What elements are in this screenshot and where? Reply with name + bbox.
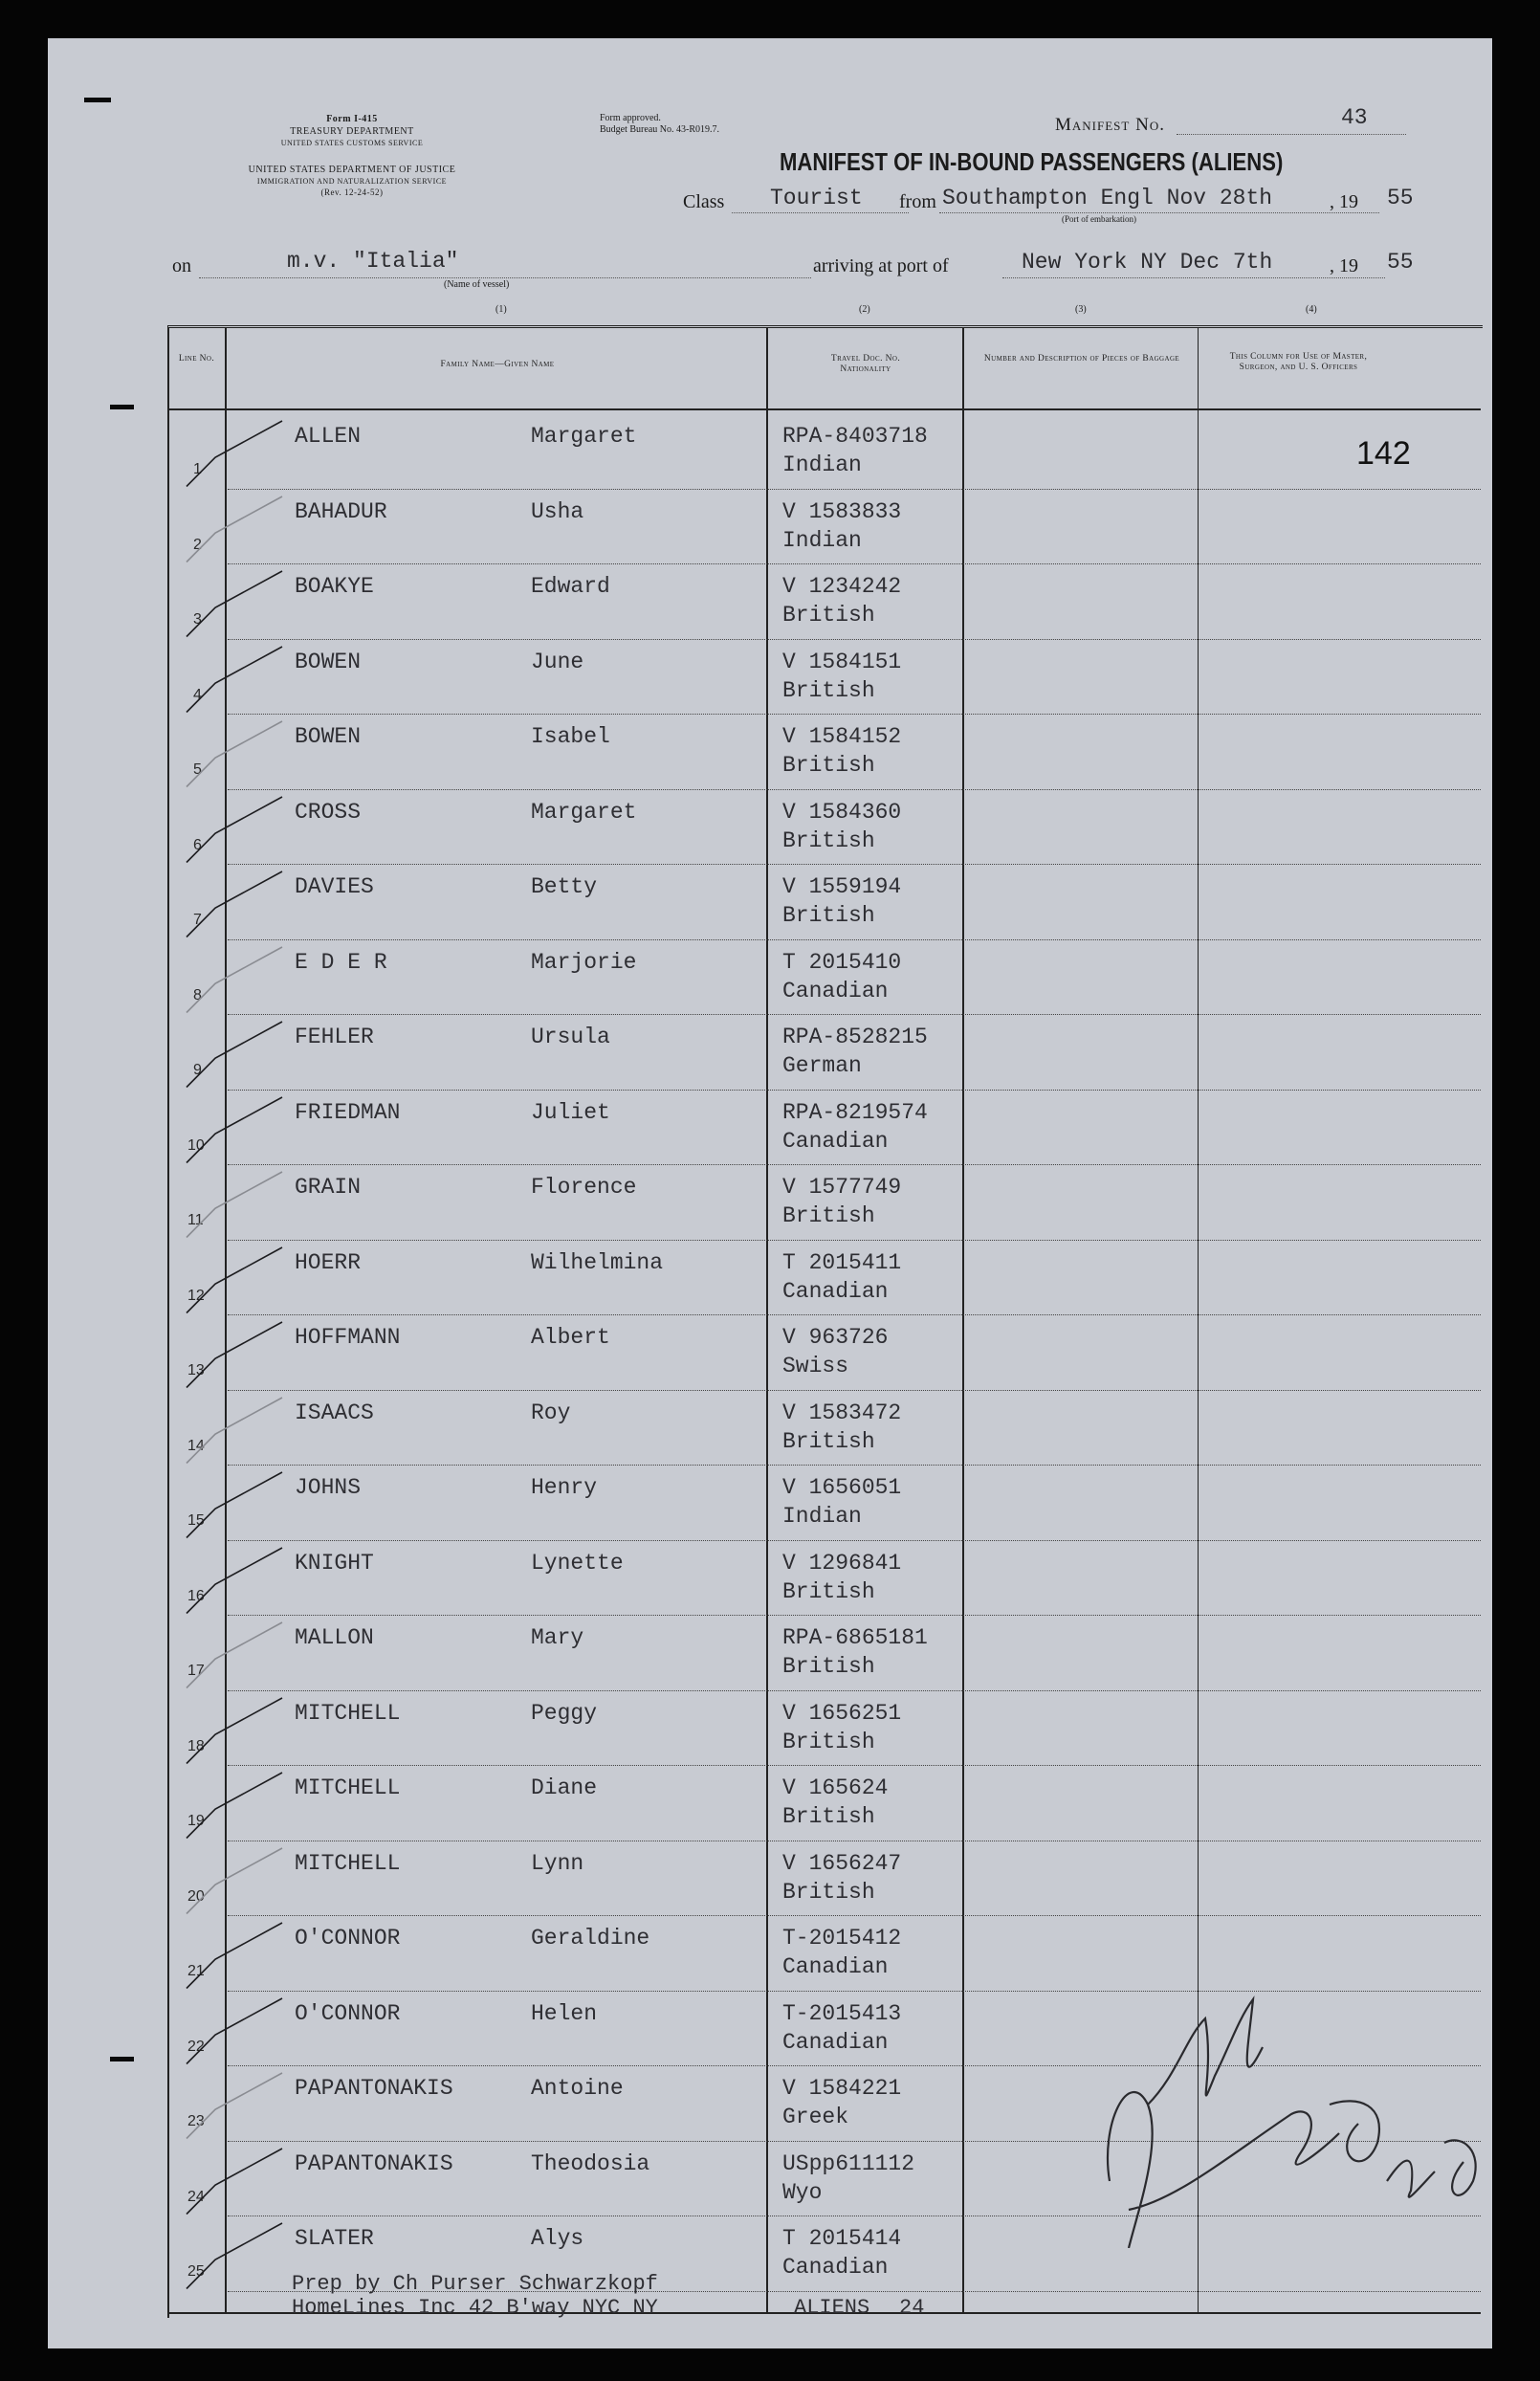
family-name: DAVIES [295,874,374,899]
family-name: FEHLER [295,1025,374,1049]
check-mark [177,1393,330,1468]
table-row [48,1467,1349,1543]
arrival-line [1002,277,1385,278]
family-name: ISAACS [295,1400,374,1425]
table-row [48,1543,1349,1619]
arrival-value: New York NY Dec 7th [1022,250,1273,275]
dept-justice: UNITED STATES DEPARTMENT OF JUSTICE [248,165,456,175]
count-annotation: 142 [1356,435,1411,472]
row-rule [228,1465,1481,1466]
travel-doc-number: RPA-6865181 [782,1625,928,1650]
given-name: Mary [531,1625,584,1650]
travel-doc-number: V 1583472 [782,1400,902,1425]
family-name: MITCHELL [295,1775,401,1800]
on-label: on [172,255,191,276]
given-name: Betty [531,874,598,899]
travel-doc-number: RPA-8219574 [782,1099,928,1125]
arriving-label: arriving at port of [813,255,949,276]
family-name: PAPANTONAKIS [295,2150,453,2176]
nationality: Canadian [782,1278,889,1304]
table-row [48,717,1349,792]
travel-doc-number: T-2015413 [782,2000,902,2026]
header-travel-doc: Travel Doc. No. Nationality [830,354,901,374]
line-number: 4 [193,686,202,703]
line-number: 21 [187,1963,205,1980]
row-rule [228,714,1481,715]
table-row [48,1393,1349,1468]
travel-doc-number: V 1559194 [782,874,902,899]
given-name: Lynn [531,1850,584,1876]
travel-doc-number: T-2015412 [782,1926,902,1951]
footer-aliens-count: 24 [899,2296,925,2320]
nationality: Indian [782,527,862,553]
col-num-4: (4) [1306,304,1317,315]
check-mark [177,1167,330,1243]
nationality: German [782,1053,862,1078]
vessel-name: m.v. "Italia" [287,249,459,274]
travel-doc-number: V 1656251 [782,1700,902,1726]
check-mark [177,566,330,642]
check-mark [177,1918,330,1994]
check-mark [177,1693,330,1769]
line-number: 3 [193,611,202,628]
nationality: Wyo [782,2179,823,2205]
travel-doc-number: RPA-8528215 [782,1025,928,1049]
given-name: Henry [531,1475,598,1500]
year-prefix-2: , 19 [1330,255,1358,276]
check-mark [177,1092,330,1168]
line-number: 13 [187,1362,205,1379]
form-title: MANIFEST OF IN-BOUND PASSENGERS (ALIENS) [780,147,1284,176]
nationality: Canadian [782,2029,889,2055]
row-rule [228,1540,1481,1541]
family-name: MITCHELL [295,1700,401,1726]
manifest-label: Manifest No. [1055,115,1165,135]
family-name: FRIEDMAN [295,1099,401,1125]
check-mark [177,492,330,567]
given-name: Edward [531,574,610,599]
line-number: 15 [187,1512,205,1530]
nationality: British [782,1578,875,1604]
check-mark [177,1467,330,1543]
manifest-no-line [1177,134,1406,135]
family-name: BOAKYE [295,574,374,599]
officer-signature [1071,1961,1492,2248]
margin-mark [110,405,134,409]
footer-aliens-label: ALIENS [794,2296,870,2320]
travel-doc-number: V 1577749 [782,1175,902,1200]
vessel-caption: (Name of vessel) [444,279,510,290]
travel-doc-number: V 165624 [782,1775,889,1800]
form-approved: Form approved. [600,113,661,123]
row-rule [228,1314,1481,1315]
given-name: June [531,649,584,674]
given-name: Alys [531,2226,584,2251]
given-name: Margaret [531,424,637,449]
table-row [48,1693,1349,1769]
check-mark [177,1843,330,1919]
year-prefix-1: , 19 [1330,191,1358,212]
margin-mark [84,98,111,102]
row-rule [228,1090,1481,1091]
given-name: Usha [531,498,584,524]
nationality: Greek [782,2105,849,2129]
given-name: Marjorie [531,949,637,975]
budget-bureau: Budget Bureau No. 43-R019.7. [600,124,719,135]
travel-doc-number: V 1296841 [782,1550,902,1576]
travel-doc-number: V 1584221 [782,2076,902,2101]
nationality: British [782,753,875,778]
travel-doc-number: V 1584152 [782,724,902,749]
line-number: 9 [193,1062,202,1079]
nationality: Swiss [782,1354,849,1378]
col-num-2: (2) [859,304,870,315]
given-name: Roy [531,1400,571,1425]
check-mark [177,642,330,717]
line-number: 22 [187,2038,205,2055]
from-label: from [899,191,936,212]
header-officers: This Column for Use of Master, Surgeon, and U. S. Officers [1229,352,1368,372]
from-line [939,212,1379,213]
travel-doc-number: T 2015411 [782,1249,902,1275]
manifest-sheet [48,38,1492,2348]
row-rule [228,1164,1481,1165]
port-embark-caption: (Port of embarkation) [1062,214,1136,224]
nationality: British [782,1428,875,1454]
check-mark [177,717,330,792]
table-row [48,1017,1349,1092]
line-number: 17 [187,1663,205,1680]
given-name: Peggy [531,1700,598,1726]
nationality: British [782,677,875,703]
year-value-1: 55 [1387,186,1414,210]
line-number: 8 [193,986,202,1003]
row-rule [228,563,1481,564]
line-number: 1 [193,461,202,478]
line-number: 11 [187,1212,204,1229]
family-name: HOFFMANN [295,1325,401,1350]
check-mark [177,2144,330,2219]
given-name: Diane [531,1775,598,1800]
header-name: Family Name—Given Name [440,360,555,369]
travel-doc-number: V 1656247 [782,1850,902,1876]
check-mark [177,2068,330,2144]
given-name: Juliet [531,1099,610,1125]
given-name: Lynette [531,1550,624,1576]
line-number: 18 [187,1737,205,1754]
travel-doc-number: V 1583833 [782,498,902,524]
footer-company-line: HomeLines Inc 42 B'way NYC NY [292,2296,658,2320]
nationality: British [782,1654,875,1679]
family-name: E D E R [295,949,387,975]
line-number: 2 [193,536,202,553]
family-name: BOWEN [295,649,362,674]
family-name: ALLEN [295,424,362,449]
nationality: Indian [782,452,862,477]
row-rule [228,1390,1481,1391]
line-number: 14 [187,1437,205,1454]
travel-doc-number: T 2015410 [782,949,902,975]
manifest-number: 43 [1341,105,1368,130]
line-number: 23 [187,2113,205,2130]
col-num-3: (3) [1075,304,1087,315]
line-number: 19 [187,1813,205,1830]
table-row [48,492,1349,567]
class-label: Class [683,191,725,212]
check-mark [177,792,330,868]
table-row [48,642,1349,717]
check-mark [177,942,330,1018]
from-value: Southampton Engl Nov 28th [942,186,1273,210]
travel-doc-number: V 963726 [782,1325,889,1350]
year-value-2: 55 [1387,250,1414,275]
check-mark [177,416,330,492]
given-name: Florence [531,1175,637,1200]
nationality: Canadian [782,1128,889,1154]
table-row [48,1167,1349,1243]
nationality: Canadian [782,978,889,1003]
given-name: Ursula [531,1025,610,1049]
table-row [48,1768,1349,1843]
row-rule [228,1615,1481,1616]
given-name: Albert [531,1325,610,1350]
footer-prep-line: Prep by Ch Purser Schwarzkopf [292,2272,658,2296]
line-number: 7 [193,912,202,929]
row-rule [228,1690,1481,1691]
dept-treasury-sub: UNITED STATES CUSTOMS SERVICE [280,139,424,147]
check-mark [177,1768,330,1843]
travel-doc-number: V 1584151 [782,649,902,674]
line-number: 20 [187,1887,205,1905]
row-rule [228,864,1481,865]
header-baggage: Number and Description of Pieces of Baggage [983,354,1180,364]
travel-doc-number: RPA-8403718 [782,424,928,449]
row-rule [228,1765,1481,1766]
table-row [48,1243,1349,1318]
check-mark [177,1618,330,1693]
given-name: Geraldine [531,1926,650,1951]
travel-doc-number: USpp611112 [782,2150,915,2176]
row-rule [228,1014,1481,1015]
family-name: MALLON [295,1625,374,1650]
line-number: 5 [193,761,202,779]
family-name: PAPANTONAKIS [295,2076,453,2101]
table-row [48,942,1349,1018]
line-number: 25 [187,2263,205,2281]
check-mark [177,1543,330,1619]
table-row [48,1092,1349,1168]
line-number: 16 [187,1587,205,1604]
family-name: SLATER [295,2226,374,2251]
family-name: HOERR [295,1249,362,1275]
dept-justice-sub: IMMIGRATION AND NATURALIZATION SERVICE [256,177,448,186]
line-number: 10 [187,1136,205,1154]
check-mark [177,1017,330,1092]
header-rule [167,408,1481,410]
family-name: O'CONNOR [295,1926,401,1951]
nationality: British [782,1203,875,1228]
nationality: British [782,903,875,928]
nationality: British [782,1729,875,1754]
given-name: Theodosia [531,2150,650,2176]
form-id: Form I-415 [326,114,378,124]
table-row [48,792,1349,868]
line-number: 12 [187,1287,205,1304]
nationality: British [782,1804,875,1829]
table-row [48,416,1349,492]
line-number: 6 [193,836,202,853]
check-mark [177,867,330,942]
revision: (Rev. 12-24-52) [320,187,384,197]
nationality: British [782,827,875,853]
given-name: Helen [531,2000,598,2026]
given-name: Margaret [531,799,637,825]
table-row [48,1317,1349,1393]
dept-treasury: TREASURY DEPARTMENT [290,126,414,137]
table-row [48,566,1349,642]
header-line-no: Line No. [178,354,215,364]
check-mark [177,1243,330,1318]
table-row [48,1843,1349,1919]
family-name: JOHNS [295,1475,362,1500]
row-rule [228,939,1481,940]
class-line [732,212,909,213]
row-rule [228,789,1481,790]
vessel-line [199,277,811,278]
nationality: British [782,603,875,628]
given-name: Antoine [531,2076,624,2101]
row-rule [228,489,1481,490]
given-name: Wilhelmina [531,1249,664,1275]
row-rule [228,1240,1481,1241]
nationality: Indian [782,1504,862,1529]
travel-doc-number: V 1584360 [782,799,902,825]
family-name: BOWEN [295,724,362,749]
check-mark [177,1317,330,1393]
nationality: Canadian [782,2255,889,2280]
col-num-1: (1) [495,304,507,315]
table-row [48,1618,1349,1693]
check-mark [177,1994,330,2069]
nationality: British [782,1879,875,1905]
row-rule [228,1915,1481,1916]
family-name: CROSS [295,799,362,825]
travel-doc-number: V 1656051 [782,1475,902,1500]
family-name: O'CONNOR [295,2000,401,2026]
nationality: Canadian [782,1954,889,1979]
line-number: 24 [187,2188,205,2205]
family-name: MITCHELL [295,1850,401,1876]
family-name: BAHADUR [295,498,387,524]
table-row [48,867,1349,942]
family-name: GRAIN [295,1175,362,1200]
given-name: Isabel [531,724,610,749]
travel-doc-number: T 2015414 [782,2226,902,2251]
travel-doc-number: V 1234242 [782,574,902,599]
row-rule [228,639,1481,640]
family-name: KNIGHT [295,1550,374,1576]
class-value: Tourist [770,186,863,210]
